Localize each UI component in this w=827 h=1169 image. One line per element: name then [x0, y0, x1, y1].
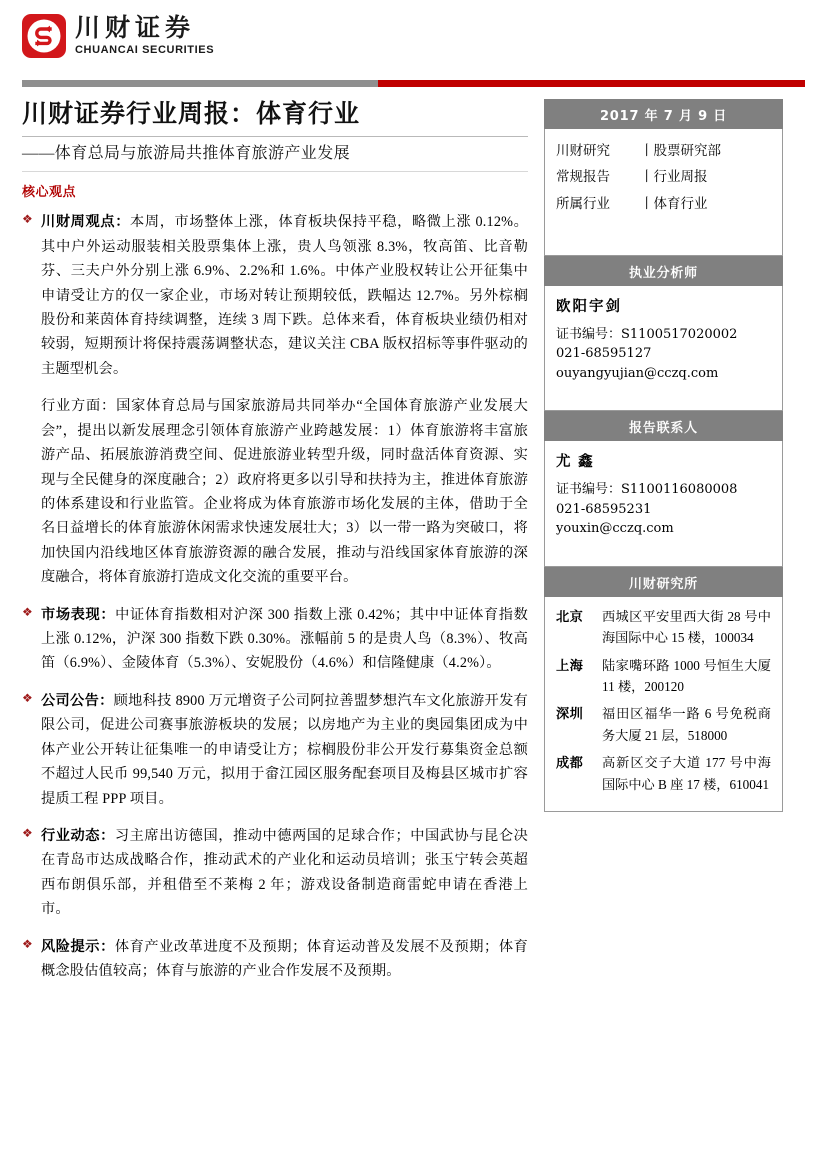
list-item	[556, 606, 771, 649]
office-address: 高新区交子大道 177 号中海国际中心 B 座 17 楼，610041	[602, 755, 771, 792]
diamond-bullet-icon: ❖	[22, 690, 33, 705]
list-item-body	[41, 824, 528, 922]
office-list-box	[544, 597, 783, 812]
header-rule-red	[378, 80, 805, 87]
page-title: 川财证券行业周报：体育行业	[22, 99, 361, 128]
office-city: 深圳	[556, 706, 584, 722]
list-item-body	[41, 689, 528, 811]
office-address: 福田区福华一路 6 号免税商务大厦 21 层，518000	[602, 706, 771, 743]
office-city: 北京	[556, 608, 584, 624]
brand-logo	[22, 14, 214, 58]
list-item-text: 本周，市场整体上涨，体育板块保持平稳，略微上涨 0.12%。其中户外运动服装相关股票集体上涨，贵人鸟领涨 8.3%，牧高笛、比音勒芬、三夫户外分别上涨 6.9%、2.2%和 1.6%。中体产业股权转让公开征集中申请受让方的仅一家企业，市场对转让预期较低，跌幅达 12.7%。另外棕榈股份和莱茵体育持续调整，连续 3 周下跌。总体来看，体育板块业绩仍相对较弱，短期预计将保持震荡调整状态，建议关注 CBA 版权招标等事件驱动的主题型机会。	[41, 214, 528, 377]
meta-key: 常规报告	[556, 169, 610, 185]
office-address: 西城区平安里西大街 28 号中海国际中心 15 楼，100034	[602, 608, 771, 646]
list-item-text: 顾地科技 8900 万元增资子公司阿拉善盟梦想汽车文化旅游开发有限公司，促进公司赛事旅游板块的发展；以房地产为主业的奥园集团成为中体产业公开转让征集唯一的申请受让方；棕榈股份非公开发行募集资金总额不超过人民币 99,540 万元，拟用于畲江园区服务配套项目及梅县区城市扩容提质工程 PPP 项目。	[41, 692, 528, 807]
meta-value: 丨体育行业	[640, 195, 708, 211]
header-rule-gray	[22, 80, 378, 87]
core-view-heading: 核心观点	[22, 184, 77, 200]
list-item-body	[41, 935, 528, 984]
list-item	[22, 689, 528, 811]
page-subtitle: ——体育总局与旅游局共推体育旅游产业发展	[22, 144, 351, 162]
list-item-lead: 风险提示：	[41, 938, 115, 955]
institute-section-heading: 川财研究所	[544, 567, 783, 597]
list-item	[22, 824, 528, 922]
analyst-cert: 证书编号：S1100517020002	[556, 326, 738, 342]
meta-key: 所属行业	[556, 195, 610, 211]
analyst-email[interactable]: ouyangyujian@cczq.com	[556, 365, 719, 381]
masthead	[22, 0, 805, 76]
list-item-text: 体育产业改革进度不及预期；体育运动普及发展不及预期；体育概念股估值较高；体育与旅游的产业合作发展不及预期。	[41, 938, 528, 980]
chuancai-logo-icon	[22, 14, 66, 58]
main-content	[22, 99, 542, 997]
list-item-text: 习主席出访德国，推动中德两国的足球合作；中国武协与昆仑决在青岛市达成战略合作，推动武术的产业化和运动员培训；张玉宁转会英超西布朗俱乐部，并租借至不莱梅 2 年；游戏设备制造商雷蛇申请在香港上市。	[41, 828, 528, 918]
meta-value: 丨股票研究部	[640, 143, 721, 158]
diamond-bullet-icon: ❖	[22, 212, 33, 227]
contact-box	[544, 441, 783, 567]
diamond-bullet-icon: ❖	[22, 936, 33, 951]
table-row	[556, 191, 771, 217]
list-item	[22, 210, 528, 381]
sidebar	[544, 99, 783, 997]
meta-value: 丨行业周报	[640, 169, 708, 185]
contact-section-heading: 报告联系人	[544, 411, 783, 441]
header-rule	[22, 80, 805, 87]
list-item	[22, 935, 528, 984]
report-date: 2017 年 7 月 9 日	[544, 99, 783, 129]
contact-cert: 证书编号：S1100116080008	[556, 482, 738, 498]
contact-phone[interactable]: 021-68595231	[556, 501, 652, 517]
contact-email[interactable]: youxin@cczq.com	[556, 521, 674, 537]
list-item-lead: 市场表现：	[41, 606, 116, 623]
table-row	[556, 138, 771, 164]
brand-name-cn: 川财证券	[75, 13, 196, 42]
diamond-bullet-icon: ❖	[22, 826, 33, 840]
office-address: 陆家嘴环路 1000 号恒生大厦 11 楼，200120	[602, 657, 771, 695]
list-item-text: 中证体育指数相对沪深 300 指数上涨 0.42%；其中中证体育指数上涨 0.12%，沪深 300 指数下跌 0.30%。涨幅前 5 的是贵人鸟（8.3%）、牧高笛（6.9%）、金陵体育（5.3%）、安妮股份（4.6%）和信隆健康（4.2%）。	[41, 606, 528, 672]
title-divider	[22, 136, 528, 137]
list-item-lead: 行业动态：	[41, 828, 115, 844]
contact-name: 尤 鑫	[556, 454, 595, 471]
analyst-box	[544, 286, 783, 412]
analyst-section-heading: 执业分析师	[544, 256, 783, 286]
meta-key: 川财研究	[556, 143, 610, 158]
subtitle-divider	[22, 171, 528, 172]
list-item	[22, 603, 528, 676]
content-columns	[22, 99, 805, 997]
report-meta-box	[544, 129, 783, 256]
analyst-name: 欧阳宇剑	[556, 298, 622, 315]
industry-paragraph: 行业方面：国家体育总局与国家旅游局共同举办“全国体育旅游产业发展大会”，提出以新发展理念引领体育旅游产业跨越发展：1）体育旅游将丰富旅游产品、拓展旅游消费空间、促进旅游业转型升级，同时盘活体育资源、实现与全民健身的深度融合；2）政府将更多以引导和扶持为主，推进体育旅游的体系建设和行业监管。企业将成为体育旅游市场化发展的主体，借助于全名日益增长的体育旅游休闲需求快速发展壮大；3）以一带一路为突破口，将加快国内沿线地区体育旅游资源的融合发展，推动与沿线国家体育旅游的深度融合，将体育旅游打造成文化交流的重要平台。	[41, 398, 528, 586]
table-row	[556, 164, 771, 190]
list-item-lead: 公司公告：	[41, 692, 114, 709]
diamond-bullet-icon: ❖	[22, 604, 33, 619]
list-item-lead: 川财周观点：	[41, 214, 131, 231]
brand-name-en: CHUANCAI SECURITIES	[75, 44, 215, 57]
list-item	[556, 655, 771, 698]
list-item	[556, 752, 771, 795]
list-item	[556, 703, 771, 746]
analyst-phone[interactable]: 021-68595127	[556, 346, 652, 362]
list-item-body	[41, 603, 528, 676]
office-city: 上海	[556, 657, 584, 673]
office-city: 成都	[556, 755, 584, 771]
list-item-body	[41, 210, 528, 381]
